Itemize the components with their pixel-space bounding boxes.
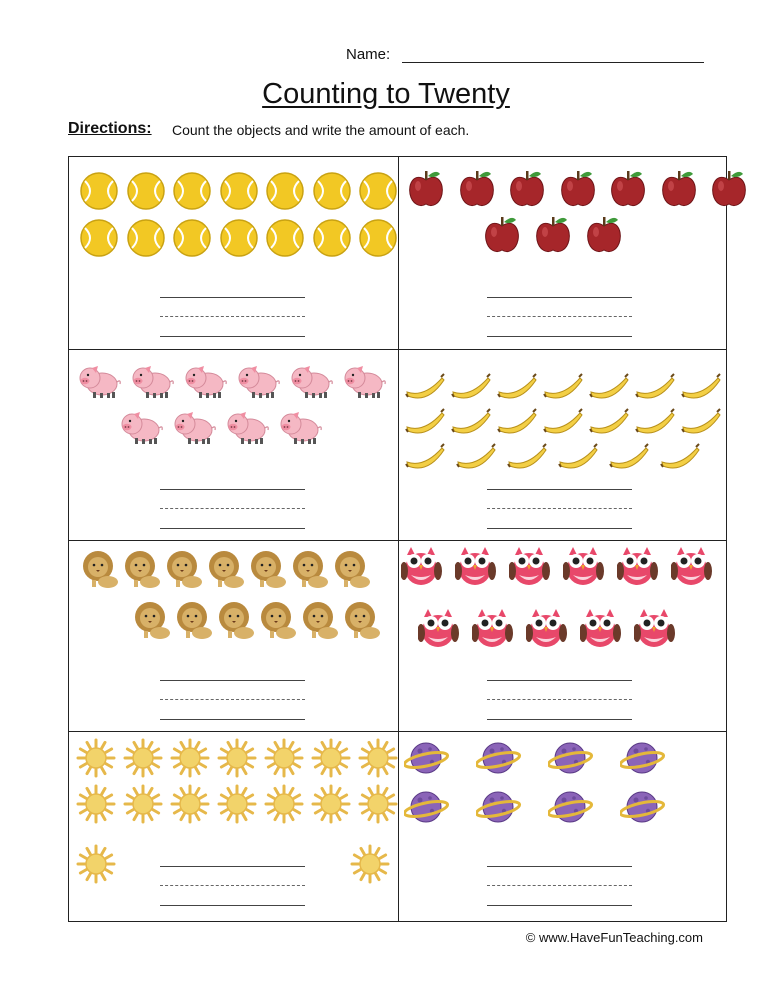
sun-picture: [264, 738, 304, 778]
grid-divider: [398, 157, 399, 921]
lion-picture: [78, 548, 120, 596]
tennis-ball-picture: [79, 171, 119, 211]
owl-picture: [671, 545, 715, 591]
sun-picture: [76, 844, 116, 884]
directions-text: Count the objects and write the amount of each.: [172, 122, 470, 138]
answer-writing-line[interactable]: [487, 316, 632, 317]
answer-writing-line[interactable]: [160, 336, 305, 337]
lion-picture: [298, 599, 340, 647]
banana-picture: [450, 368, 492, 404]
banana-picture: [455, 438, 497, 474]
banana-picture: [404, 438, 446, 474]
pig-picture: [341, 362, 389, 404]
pig-picture: [288, 362, 336, 404]
lion-picture: [256, 599, 298, 647]
tennis-ball-picture: [172, 171, 212, 211]
apple-picture: [608, 168, 650, 212]
owl-picture: [472, 607, 516, 653]
directions-label: Directions:: [68, 120, 152, 137]
tennis-ball-picture: [172, 218, 212, 258]
tennis-ball-picture: [219, 171, 259, 211]
name-label: Name:: [346, 46, 391, 63]
planet-picture: [476, 738, 526, 782]
planet-picture: [620, 787, 670, 831]
lion-picture: [162, 548, 204, 596]
tennis-ball-picture: [126, 218, 166, 258]
owl-picture: [401, 545, 445, 591]
planet-picture: [404, 787, 454, 831]
sun-picture: [264, 784, 304, 824]
answer-writing-line[interactable]: [487, 528, 632, 529]
page-title: Counting to Twenty: [262, 78, 510, 110]
answer-writing-line[interactable]: [487, 680, 632, 681]
answer-writing-line[interactable]: [487, 905, 632, 906]
answer-writing-line[interactable]: [160, 508, 305, 509]
name-field[interactable]: [402, 62, 704, 63]
answer-writing-line[interactable]: [487, 866, 632, 867]
sun-picture: [217, 784, 257, 824]
banana-picture: [680, 368, 722, 404]
pig-picture: [182, 362, 230, 404]
sun-picture: [311, 784, 351, 824]
answer-writing-line[interactable]: [487, 489, 632, 490]
answer-writing-line[interactable]: [487, 699, 632, 700]
answer-writing-line[interactable]: [160, 885, 305, 886]
sun-picture: [217, 738, 257, 778]
sun-picture: [350, 844, 390, 884]
tennis-ball-picture: [265, 171, 305, 211]
answer-writing-line[interactable]: [160, 489, 305, 490]
tennis-ball-picture: [312, 171, 352, 211]
apple-picture: [457, 168, 499, 212]
apple-picture: [709, 168, 751, 212]
banana-picture: [404, 403, 446, 439]
banana-picture: [680, 403, 722, 439]
answer-writing-line[interactable]: [160, 699, 305, 700]
planet-picture: [548, 787, 598, 831]
pig-picture: [224, 408, 272, 450]
sun-picture: [123, 738, 163, 778]
answer-writing-line[interactable]: [487, 336, 632, 337]
grid-divider: [69, 540, 726, 541]
owl-picture: [617, 545, 661, 591]
planet-picture: [620, 738, 670, 782]
sun-picture: [76, 738, 116, 778]
planet-picture: [404, 738, 454, 782]
answer-writing-line[interactable]: [160, 719, 305, 720]
banana-picture: [450, 403, 492, 439]
answer-writing-line[interactable]: [160, 680, 305, 681]
banana-picture: [404, 368, 446, 404]
answer-writing-line[interactable]: [160, 905, 305, 906]
banana-picture: [542, 403, 584, 439]
banana-picture: [496, 368, 538, 404]
lion-picture: [340, 599, 382, 647]
banana-picture: [542, 368, 584, 404]
pig-picture: [76, 362, 124, 404]
tennis-ball-picture: [312, 218, 352, 258]
grid-divider: [69, 731, 726, 732]
owl-picture: [563, 545, 607, 591]
pig-picture: [277, 408, 325, 450]
grid-divider: [69, 349, 726, 350]
copyright: © www.HaveFunTeaching.com: [525, 930, 703, 945]
banana-picture: [608, 438, 650, 474]
banana-picture: [588, 368, 630, 404]
lion-picture: [214, 599, 256, 647]
sun-picture: [170, 738, 210, 778]
answer-writing-line[interactable]: [487, 508, 632, 509]
lion-picture: [204, 548, 246, 596]
planet-picture: [548, 738, 598, 782]
apple-picture: [533, 214, 575, 258]
owl-picture: [580, 607, 624, 653]
answer-writing-line[interactable]: [160, 866, 305, 867]
tennis-ball-picture: [358, 171, 398, 211]
answer-writing-line[interactable]: [160, 297, 305, 298]
banana-picture: [659, 438, 701, 474]
answer-writing-line[interactable]: [160, 528, 305, 529]
answer-writing-line[interactable]: [160, 316, 305, 317]
answer-writing-line[interactable]: [487, 297, 632, 298]
pig-picture: [118, 408, 166, 450]
apple-picture: [406, 168, 448, 212]
sun-picture: [358, 738, 398, 778]
lion-picture: [288, 548, 330, 596]
planet-picture: [476, 787, 526, 831]
tennis-ball-picture: [79, 218, 119, 258]
tennis-ball-picture: [126, 171, 166, 211]
sun-picture: [358, 784, 398, 824]
lion-picture: [330, 548, 372, 596]
apple-picture: [507, 168, 549, 212]
banana-picture: [557, 438, 599, 474]
banana-picture: [634, 403, 676, 439]
tennis-ball-picture: [265, 218, 305, 258]
apple-picture: [659, 168, 701, 212]
banana-picture: [496, 403, 538, 439]
sun-picture: [311, 738, 351, 778]
sun-picture: [76, 784, 116, 824]
apple-picture: [482, 214, 524, 258]
lion-picture: [120, 548, 162, 596]
pig-picture: [171, 408, 219, 450]
sun-picture: [123, 784, 163, 824]
banana-picture: [588, 403, 630, 439]
lion-picture: [172, 599, 214, 647]
lion-picture: [130, 599, 172, 647]
sun-picture: [170, 784, 210, 824]
banana-picture: [506, 438, 548, 474]
tennis-ball-picture: [358, 218, 398, 258]
answer-writing-line[interactable]: [487, 885, 632, 886]
owl-picture: [634, 607, 678, 653]
apple-picture: [584, 214, 626, 258]
banana-picture: [634, 368, 676, 404]
owl-picture: [455, 545, 499, 591]
lion-picture: [246, 548, 288, 596]
owl-picture: [509, 545, 553, 591]
pig-picture: [129, 362, 177, 404]
apple-picture: [558, 168, 600, 212]
owl-picture: [418, 607, 462, 653]
owl-picture: [526, 607, 570, 653]
tennis-ball-picture: [219, 218, 259, 258]
pig-picture: [235, 362, 283, 404]
answer-writing-line[interactable]: [487, 719, 632, 720]
